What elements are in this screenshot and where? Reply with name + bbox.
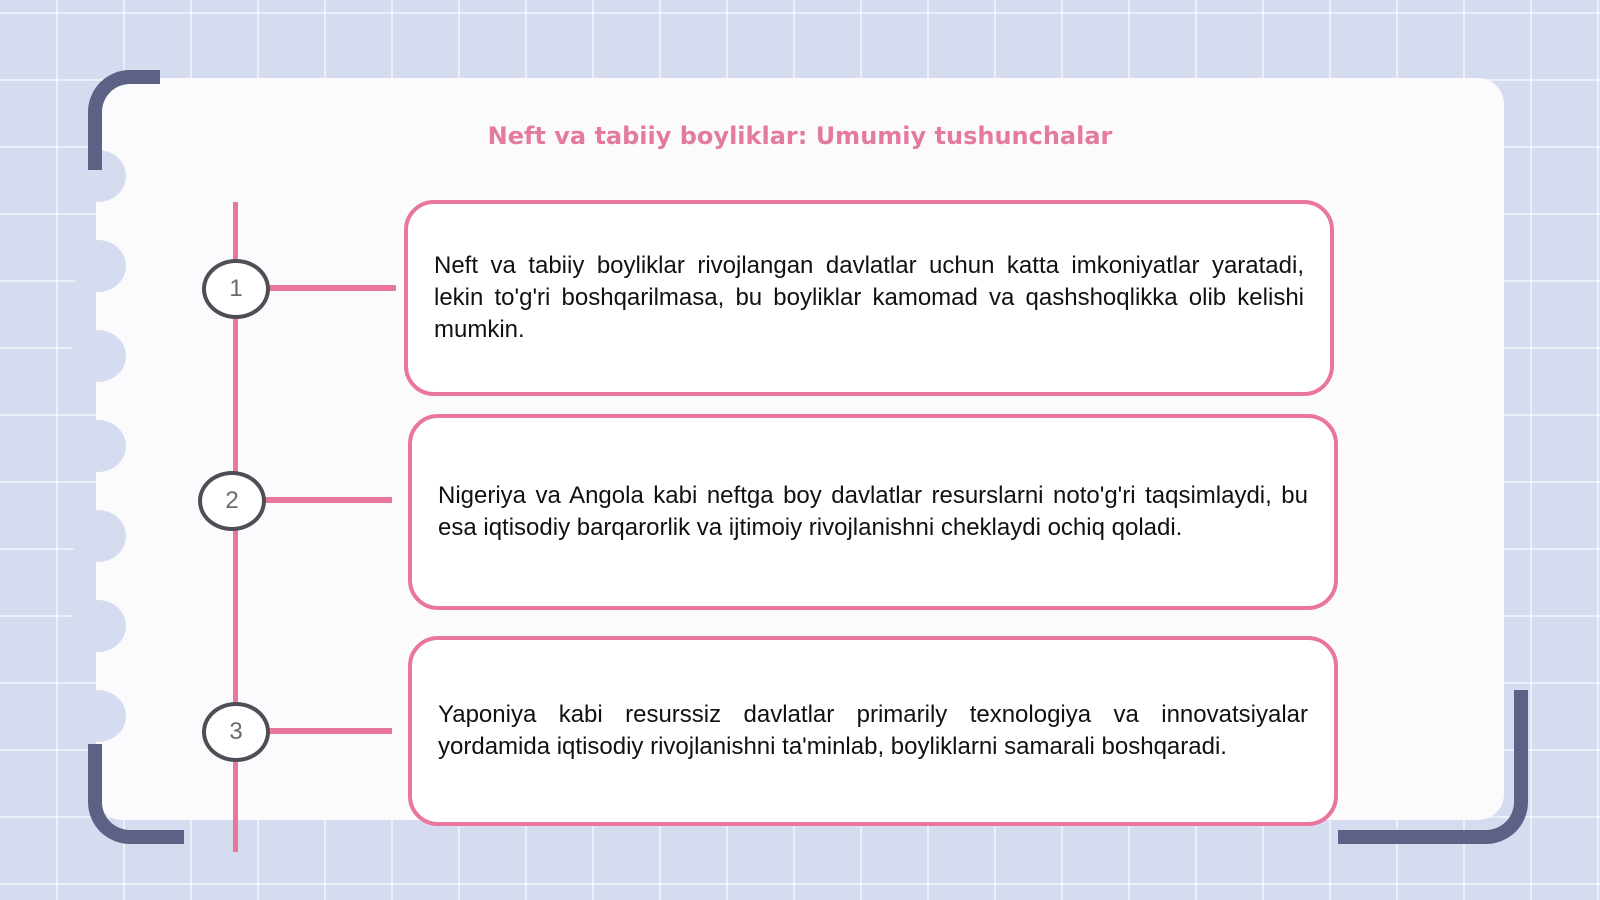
slide-title: Neft va tabiiy boyliklar: Umumiy tushunchalar xyxy=(487,122,1113,150)
paper-scallop xyxy=(70,510,126,562)
timeline-node-2: 2 xyxy=(198,471,266,531)
timeline-node-1: 1 xyxy=(202,259,270,319)
paper-scallop xyxy=(70,420,126,472)
paper-scallop xyxy=(70,600,126,652)
paper-scallop xyxy=(70,690,126,742)
content-text-1: Neft va tabiiy boyliklar rivojlangan davlatlar uchun katta imkoniyatlar yaratadi, lekin to'g'ri boshqarilmasa, bu boyliklar kamomad va qashshoqlikka olib kelishi mumkin. xyxy=(434,252,1304,343)
timeline-connector xyxy=(268,285,396,291)
timeline-node-3: 3 xyxy=(202,702,270,762)
paper-scallop xyxy=(70,240,126,292)
corner-bracket-bottom-right xyxy=(1338,690,1528,844)
content-text-2: Nigeriya va Angola kabi neftga boy davlatlar resurslarni noto'g'ri taqsimlaydi, bu esa iqtisodiy barqarorlik va ijtimoiy rivojlanishni cheklaydi ochiq qoladi. xyxy=(438,482,1308,541)
paper-scallop xyxy=(70,330,126,382)
timeline-connector xyxy=(264,497,392,503)
content-box-2 xyxy=(408,414,1338,610)
content-box-3 xyxy=(408,636,1338,826)
corner-bracket-bottom-left xyxy=(88,744,184,844)
content-text-3: Yaponiya kabi resurssiz davlatlar primarily texnologiya va innovatsiyalar yordamida iqtisodiy rivojlanishni ta'minlab, boyliklarni samarali boshqaradi. xyxy=(438,701,1308,760)
corner-bracket-top-left xyxy=(88,70,160,170)
timeline-connector xyxy=(268,728,392,734)
content-box-1 xyxy=(404,200,1334,396)
